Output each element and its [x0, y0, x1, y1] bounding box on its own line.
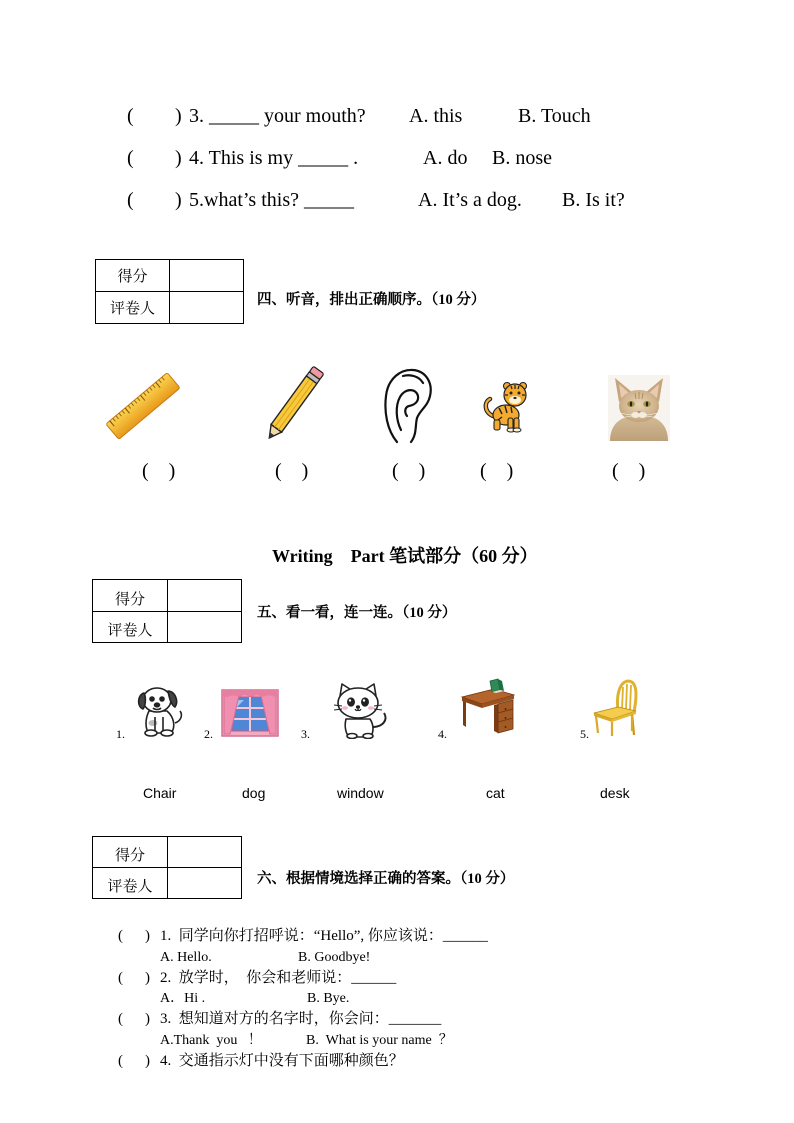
section-4-title: 四、听音，排出正确顺序。（10 分）	[257, 292, 486, 308]
option-a: A．Hi .	[160, 991, 206, 1006]
picture-number: 1.	[116, 727, 125, 741]
grader-cell	[168, 612, 242, 643]
score-box-section-4	[95, 259, 244, 324]
answer-blank-open: (	[118, 928, 123, 944]
ruler-icon	[106, 370, 180, 442]
pencil-icon	[263, 366, 325, 442]
tiger-icon	[481, 378, 535, 434]
match-word: Chair	[143, 785, 177, 801]
answer-blank: ( )	[142, 460, 176, 482]
dog-icon	[131, 681, 187, 737]
section-6-title: 六、根据情境选择正确的答案。（10 分）	[257, 871, 515, 887]
score-box-section-6	[92, 836, 242, 899]
answer-blank-open: (	[127, 147, 134, 169]
score-label: 得分	[93, 837, 168, 868]
desk-icon	[460, 677, 516, 735]
answer-blank-close: )	[175, 189, 182, 211]
option-a: A. this	[409, 105, 463, 127]
option-b: B. What is your name ？	[306, 1033, 453, 1048]
answer-blank: ( )	[612, 460, 646, 482]
grader-label: 评卷人	[93, 612, 168, 643]
match-word: dog	[242, 785, 266, 801]
option-b: B. Bye.	[307, 991, 350, 1006]
option-b: B. nose	[492, 147, 552, 169]
option-a: A. It’s a dog.	[418, 189, 522, 211]
option-a: A.Thank you ！	[160, 1033, 262, 1048]
answer-blank: ( )	[480, 460, 514, 482]
chair-icon	[592, 679, 640, 737]
writing-part-heading: Writing Part 笔试部分（60 分）	[272, 546, 538, 566]
option-a: A. Hello.	[160, 950, 212, 965]
picture-number: 2.	[204, 727, 213, 741]
answer-blank-open: (	[118, 1053, 123, 1069]
option-b: B. Touch	[518, 105, 591, 127]
score-cell	[170, 260, 244, 292]
window-icon	[220, 688, 280, 738]
match-word: desk	[600, 785, 630, 801]
answer-blank-open: (	[118, 970, 123, 986]
score-label: 得分	[96, 260, 170, 292]
question-stem: 2. 放学时， 你会和老师说：______	[160, 970, 397, 986]
grader-cell	[170, 292, 244, 324]
question-stem: 1. 同学向你打招呼说：“Hello”, 你应该说：______	[160, 928, 488, 944]
answer-blank: ( )	[392, 460, 426, 482]
question-stem: 3. _____ your mouth?	[189, 105, 366, 127]
option-b: B. Goodbye!	[298, 950, 371, 965]
score-cell	[168, 580, 242, 612]
option-a: A. do	[423, 147, 468, 169]
answer-blank-close: )	[175, 147, 182, 169]
grader-label: 评卷人	[93, 868, 168, 899]
grader-label: 评卷人	[96, 292, 170, 324]
answer-blank-close: )	[145, 970, 150, 986]
score-box-section-5	[92, 579, 242, 643]
picture-number: 3.	[301, 727, 310, 741]
cat-photo-icon	[608, 375, 670, 441]
question-stem: 4. This is my _____ .	[189, 147, 359, 169]
question-stem: 3. 想知道对方的名字时，你会问：_______	[160, 1011, 442, 1027]
answer-blank-close: )	[145, 1011, 150, 1027]
section-5-title: 五、看一看，连一连。（10 分）	[257, 605, 457, 621]
option-b: B. Is it?	[562, 189, 625, 211]
answer-blank-close: )	[175, 105, 182, 127]
answer-blank-close: )	[145, 928, 150, 944]
cat-icon	[330, 683, 394, 739]
match-word: window	[337, 785, 384, 801]
answer-blank-open: (	[127, 105, 134, 127]
ear-icon	[381, 366, 435, 446]
question-stem: 5.what’s this? _____	[189, 189, 354, 211]
score-label: 得分	[93, 580, 168, 612]
picture-number: 5.	[580, 727, 589, 741]
answer-blank-open: (	[118, 1011, 123, 1027]
question-stem: 4. 交通指示灯中没有下面哪种颜色？	[160, 1053, 404, 1069]
picture-number: 4.	[438, 727, 447, 741]
match-word: cat	[486, 785, 505, 801]
score-cell	[168, 837, 242, 868]
answer-blank: ( )	[275, 460, 309, 482]
answer-blank-open: (	[127, 189, 134, 211]
answer-blank-close: )	[145, 1053, 150, 1069]
grader-cell	[168, 868, 242, 899]
